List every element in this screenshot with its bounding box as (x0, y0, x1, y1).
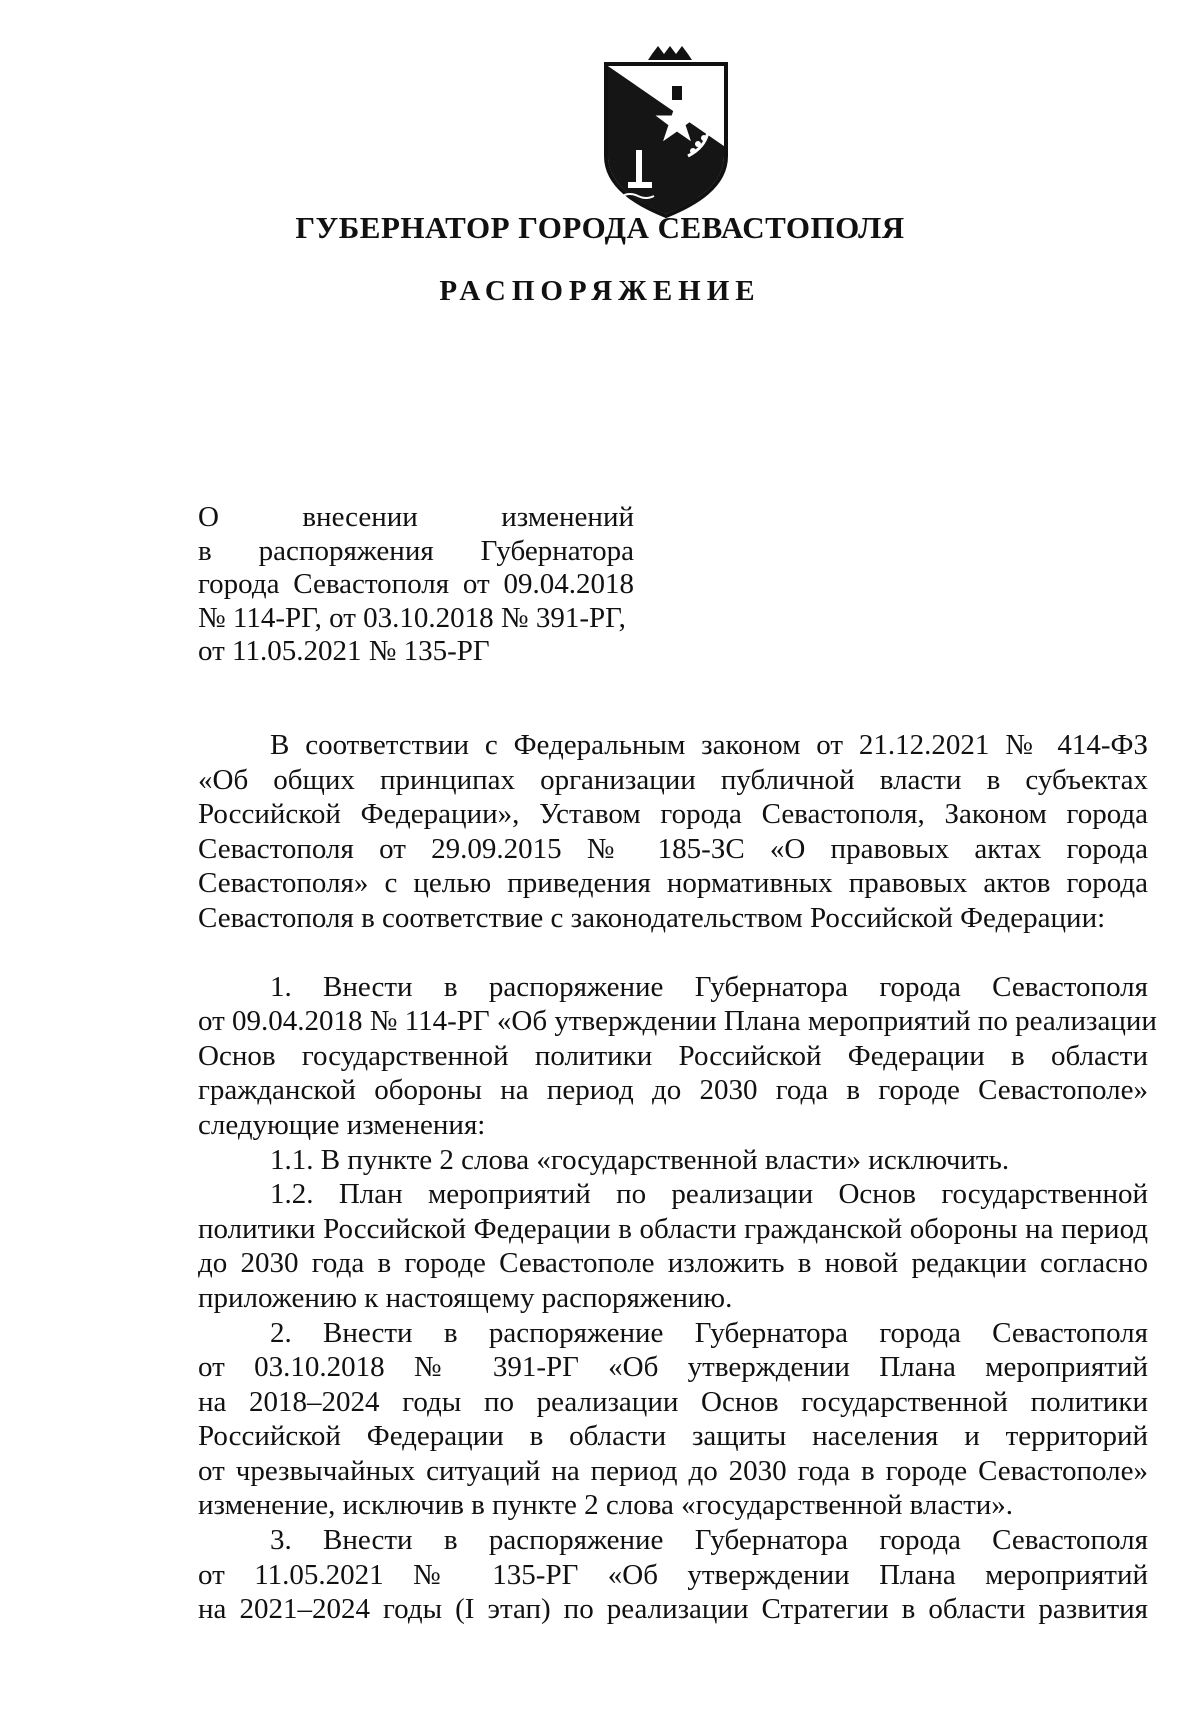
paragraph-line: В соответствии с Федеральным законом от 21.12.2021 № 414-ФЗ (270, 729, 1148, 761)
paragraph-line: Основ государственной политики Российской Федерации в области (198, 1039, 1148, 1072)
paragraph-line: 1. Внести в распоряжение Губернатора города Севастополя (270, 970, 1148, 1003)
subject-line: О внесении изменений (198, 501, 634, 533)
paragraph-line: «Об общих принципах организации публичной власти в субъектах (198, 763, 1148, 796)
subject-line: города Севастополя от 09.04.2018 (198, 568, 634, 600)
document-type: РАСПОРЯЖЕНИЕ (439, 275, 761, 307)
paragraph-line: гражданской обороны на период до 2030 года в городе Севастополе» (198, 1074, 1148, 1107)
document-body (198, 728, 1157, 1627)
paragraph-line: Севастополя от 29.09.2015 № 185-ЗС «О правовых актах города (198, 832, 1148, 865)
paragraph-line: на 2018–2024 годы по реализации Основ государственной политики (198, 1385, 1148, 1418)
sevastopol-coat-of-arms-icon (592, 46, 740, 218)
organization-title: ГУБЕРНАТОР ГОРОДА СЕВАСТОПОЛЯ (295, 210, 905, 245)
paragraph-line: 1.1. В пункте 2 слова «государственной власти» исключить. (270, 1143, 1010, 1176)
paragraph-line: от 09.04.2018 № 114-РГ «Об утверждении Плана мероприятий по реализации (198, 1005, 1157, 1038)
paragraph-line: от 11.05.2021 № 135-РГ «Об утверждении Плана мероприятий (198, 1558, 1148, 1591)
paragraph-line: 3. Внести в распоряжение Губернатора города Севастополя (270, 1524, 1148, 1557)
document-subject (198, 501, 634, 669)
paragraph-line: приложению к настоящему распоряжению. (198, 1281, 733, 1314)
paragraph-line: 1.2. План мероприятий по реализации Основ государственной (270, 1178, 1148, 1211)
item-1-paragraph (198, 970, 1157, 1143)
item-1-1-paragraph (198, 1143, 1148, 1178)
preamble-paragraph (198, 728, 1148, 936)
paragraph-line: политики Российской Федерации в области гражданской обороны на период (198, 1212, 1148, 1245)
subject-line: от 11.05.2021 № 135-РГ (198, 635, 490, 667)
paragraph-line: от 03.10.2018 № 391-РГ «Об утверждении Плана мероприятий (198, 1351, 1148, 1384)
paragraph-line: Севастополя» с целью приведения нормативных правовых актов города (198, 867, 1148, 900)
item-2-paragraph (198, 1316, 1148, 1524)
paragraph-line: до 2030 года в городе Севастополе изложить в новой редакции согласно (198, 1247, 1148, 1280)
subject-line: в распоряжения Губернатора (198, 534, 634, 567)
paragraph-line: 2. Внести в распоряжение Губернатора города Севастополя (270, 1316, 1148, 1349)
paragraph-line: следующие изменения: (198, 1108, 486, 1141)
paragraph-line: Российской Федерации», Уставом города Севастополя, Законом города (198, 798, 1148, 831)
paragraph-line: Российской Федерации в области защиты населения и территорий (198, 1420, 1148, 1453)
item-3-paragraph (198, 1523, 1148, 1627)
paragraph-line: изменение, исключив в пункте 2 слова «государственной власти». (198, 1489, 1014, 1522)
paragraph-line: на 2021–2024 годы (I этап) по реализации Стратегии в области развития (198, 1593, 1148, 1626)
subject-line: № 114-РГ, от 03.10.2018 № 391-РГ, (198, 601, 626, 634)
paragraph-line: Севастополя в соответствие с законодательством Российской Федерации: (198, 901, 1106, 934)
item-1-2-paragraph (198, 1177, 1148, 1315)
paragraph-line: от чрезвычайных ситуаций на период до 2030 года в городе Севастополе» (198, 1454, 1148, 1487)
